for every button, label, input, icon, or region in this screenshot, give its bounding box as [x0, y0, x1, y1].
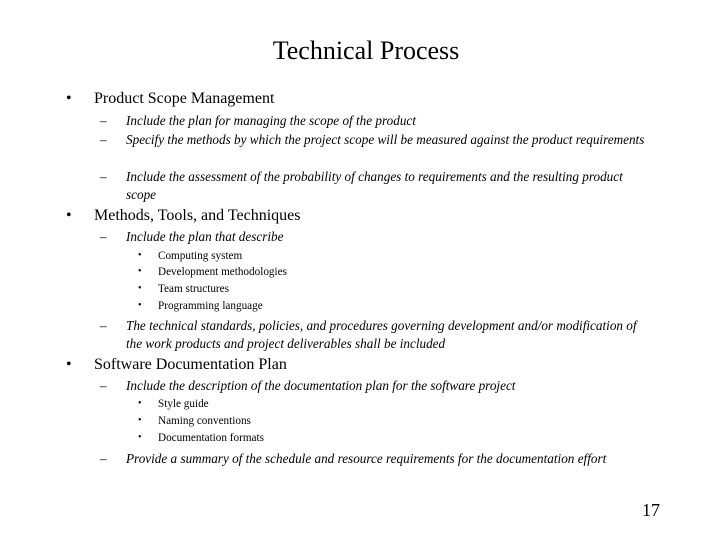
bullet-icon: • — [66, 207, 72, 224]
bullet-icon: • — [66, 356, 72, 373]
bullet-icon: • — [138, 266, 142, 277]
dash-icon: – — [100, 318, 107, 333]
bullet-icon: • — [138, 432, 142, 443]
bullet-icon: • — [138, 398, 142, 409]
dash-icon: – — [100, 132, 107, 147]
page-number: 17 — [642, 500, 660, 520]
bullet-icon: • — [138, 283, 142, 294]
slide: Technical Process • Product Scope Management – Include the plan for managing the scope of the product – Specify the methods by which the project scope will be measured against the product requirements – Include the assessment of the probability of changes to requirements and the resulting product scope • Methods, Tools, and Techniques – Include the plan that describe • Computing system • Development methodologies • Team structures • Programming language – The technical standards, policies, and procedures governing development and/or modification of the work products and project deliverables shall be included • Software Documentation Plan – Include the description of the documentation plan for the software project • Style guide • Naming conventions • Documentation formats – Provide a summary of the schedule and resource requirements for the documentation effort 17 — [0, 0, 720, 540]
bullet-icon: • — [138, 250, 142, 261]
slide-title: Technical Process — [272, 36, 460, 65]
dash-icon: – — [100, 451, 107, 466]
dash-icon: – — [100, 169, 107, 184]
bullet-icon: • — [138, 300, 142, 311]
bullet-icon: • — [66, 90, 72, 107]
dash-icon: – — [100, 113, 107, 128]
dash-icon: – — [100, 229, 107, 244]
dash-icon: – — [100, 378, 107, 393]
bullet-icon: • — [138, 415, 142, 426]
